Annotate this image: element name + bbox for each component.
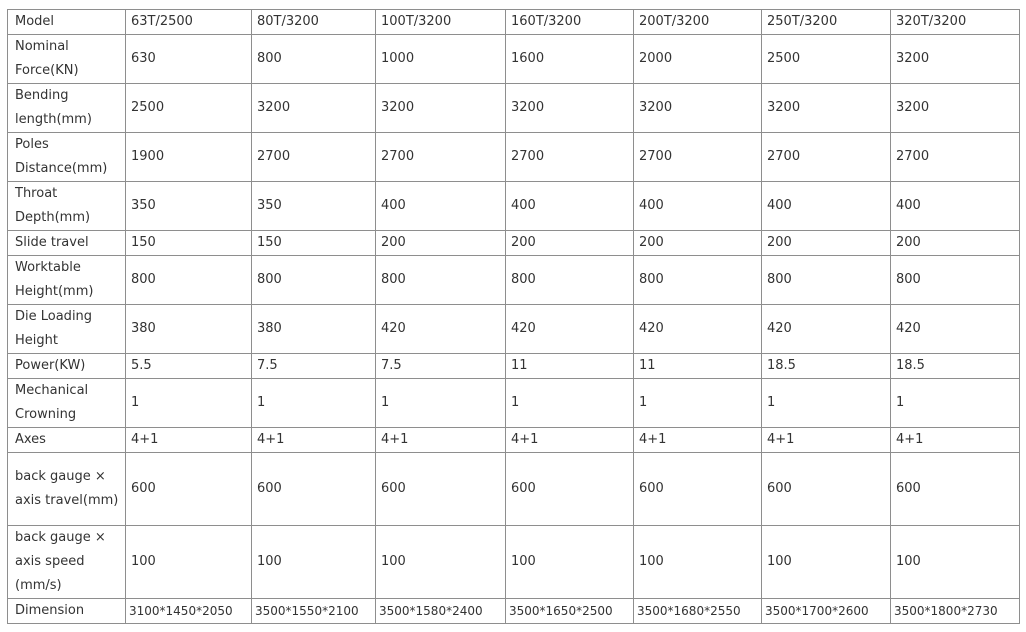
value-cell: 800: [506, 256, 634, 305]
value-cell: 420: [506, 305, 634, 354]
value-cell: 200: [891, 231, 1020, 256]
value-cell: 3200: [762, 84, 891, 133]
value-cell: 800: [252, 256, 376, 305]
value-cell: 100: [891, 526, 1020, 599]
value-cell: 3500*1680*2550: [634, 599, 762, 624]
value-cell: 3500*1580*2400: [376, 599, 506, 624]
value-cell: 2700: [762, 133, 891, 182]
value-cell: 3500*1700*2600: [762, 599, 891, 624]
value-cell: 4+1: [762, 428, 891, 453]
value-cell: 600: [252, 453, 376, 526]
table-row: [8, 599, 1020, 624]
value-cell: 1900: [126, 133, 252, 182]
table-row: [8, 84, 1020, 133]
table-row: [8, 453, 1020, 526]
value-cell: 420: [762, 305, 891, 354]
row-label-cell: Worktable Height(mm): [8, 256, 126, 305]
value-cell: 3200: [376, 84, 506, 133]
row-label-cell: Bending length(mm): [8, 84, 126, 133]
table-header-row: [8, 10, 1020, 35]
value-cell: 7.5: [376, 354, 506, 379]
value-cell: 3100*1450*2050: [126, 599, 252, 624]
table-row: [8, 354, 1020, 379]
value-cell: 1: [252, 379, 376, 428]
value-cell: 800: [126, 256, 252, 305]
value-cell: 7.5: [252, 354, 376, 379]
value-cell: 4+1: [126, 428, 252, 453]
row-label-cell: Mechanical Crowning: [8, 379, 126, 428]
table-row: [8, 428, 1020, 453]
value-cell: 2700: [376, 133, 506, 182]
value-cell: 200: [634, 231, 762, 256]
row-label-cell: Power(KW): [8, 354, 126, 379]
value-cell: 600: [126, 453, 252, 526]
value-cell: 800: [891, 256, 1020, 305]
value-cell: 2700: [506, 133, 634, 182]
value-cell: 2000: [634, 35, 762, 84]
value-cell: 630: [126, 35, 252, 84]
header-label-cell: Model: [8, 10, 126, 35]
value-cell: 2500: [126, 84, 252, 133]
value-cell: 400: [762, 182, 891, 231]
specification-table: [7, 9, 1020, 624]
value-cell: 1000: [376, 35, 506, 84]
value-cell: 420: [634, 305, 762, 354]
table-row: [8, 526, 1020, 599]
value-cell: 420: [376, 305, 506, 354]
value-cell: 200: [506, 231, 634, 256]
value-cell: 600: [634, 453, 762, 526]
table-row: [8, 305, 1020, 354]
row-label-cell: back gauge × axis travel(mm): [8, 453, 126, 526]
value-cell: 3200: [506, 84, 634, 133]
value-cell: 600: [506, 453, 634, 526]
row-label-cell: Nominal Force(KN): [8, 35, 126, 84]
value-cell: 380: [126, 305, 252, 354]
header-model-cell: 320T/3200: [891, 10, 1020, 35]
value-cell: 1: [762, 379, 891, 428]
row-label-cell: Die Loading Height: [8, 305, 126, 354]
header-model-cell: 80T/3200: [252, 10, 376, 35]
value-cell: 800: [634, 256, 762, 305]
value-cell: 3200: [252, 84, 376, 133]
value-cell: 100: [252, 526, 376, 599]
value-cell: 100: [762, 526, 891, 599]
value-cell: 100: [634, 526, 762, 599]
row-label-cell: Throat Depth(mm): [8, 182, 126, 231]
value-cell: 3500*1650*2500: [506, 599, 634, 624]
table-body: [8, 10, 1020, 624]
value-cell: 350: [126, 182, 252, 231]
value-cell: 1: [376, 379, 506, 428]
value-cell: 4+1: [506, 428, 634, 453]
value-cell: 4+1: [252, 428, 376, 453]
value-cell: 4+1: [891, 428, 1020, 453]
value-cell: 2500: [762, 35, 891, 84]
value-cell: 3200: [891, 84, 1020, 133]
table-row: [8, 379, 1020, 428]
value-cell: 3500*1550*2100: [252, 599, 376, 624]
value-cell: 1: [126, 379, 252, 428]
value-cell: 600: [891, 453, 1020, 526]
value-cell: 18.5: [891, 354, 1020, 379]
value-cell: 380: [252, 305, 376, 354]
row-label-cell: Dimension: [8, 599, 126, 624]
value-cell: 600: [762, 453, 891, 526]
header-model-cell: 100T/3200: [376, 10, 506, 35]
table-row: [8, 133, 1020, 182]
value-cell: 600: [376, 453, 506, 526]
value-cell: 100: [126, 526, 252, 599]
header-model-cell: 160T/3200: [506, 10, 634, 35]
value-cell: 1600: [506, 35, 634, 84]
table-row: [8, 231, 1020, 256]
value-cell: 400: [634, 182, 762, 231]
value-cell: 200: [762, 231, 891, 256]
value-cell: 3200: [634, 84, 762, 133]
value-cell: 1: [506, 379, 634, 428]
value-cell: 200: [376, 231, 506, 256]
value-cell: 800: [376, 256, 506, 305]
value-cell: 400: [506, 182, 634, 231]
value-cell: 350: [252, 182, 376, 231]
value-cell: 4+1: [634, 428, 762, 453]
table-row: [8, 256, 1020, 305]
value-cell: 2700: [634, 133, 762, 182]
value-cell: 3200: [891, 35, 1020, 84]
value-cell: 11: [506, 354, 634, 379]
value-cell: 11: [634, 354, 762, 379]
value-cell: 1: [891, 379, 1020, 428]
header-model-cell: 63T/2500: [126, 10, 252, 35]
row-label-cell: back gauge × axis speed (mm/s): [8, 526, 126, 599]
value-cell: 18.5: [762, 354, 891, 379]
value-cell: 3500*1800*2730: [891, 599, 1020, 624]
row-label-cell: Slide travel: [8, 231, 126, 256]
row-label-cell: Poles Distance(mm): [8, 133, 126, 182]
header-model-cell: 200T/3200: [634, 10, 762, 35]
table-row: [8, 35, 1020, 84]
table-row: [8, 182, 1020, 231]
value-cell: 420: [891, 305, 1020, 354]
value-cell: 400: [376, 182, 506, 231]
value-cell: 800: [762, 256, 891, 305]
value-cell: 400: [891, 182, 1020, 231]
row-label-cell: Axes: [8, 428, 126, 453]
value-cell: 150: [252, 231, 376, 256]
value-cell: 2700: [252, 133, 376, 182]
header-model-cell: 250T/3200: [762, 10, 891, 35]
value-cell: 2700: [891, 133, 1020, 182]
value-cell: 4+1: [376, 428, 506, 453]
value-cell: 1: [634, 379, 762, 428]
value-cell: 100: [376, 526, 506, 599]
value-cell: 5.5: [126, 354, 252, 379]
value-cell: 800: [252, 35, 376, 84]
value-cell: 150: [126, 231, 252, 256]
value-cell: 100: [506, 526, 634, 599]
